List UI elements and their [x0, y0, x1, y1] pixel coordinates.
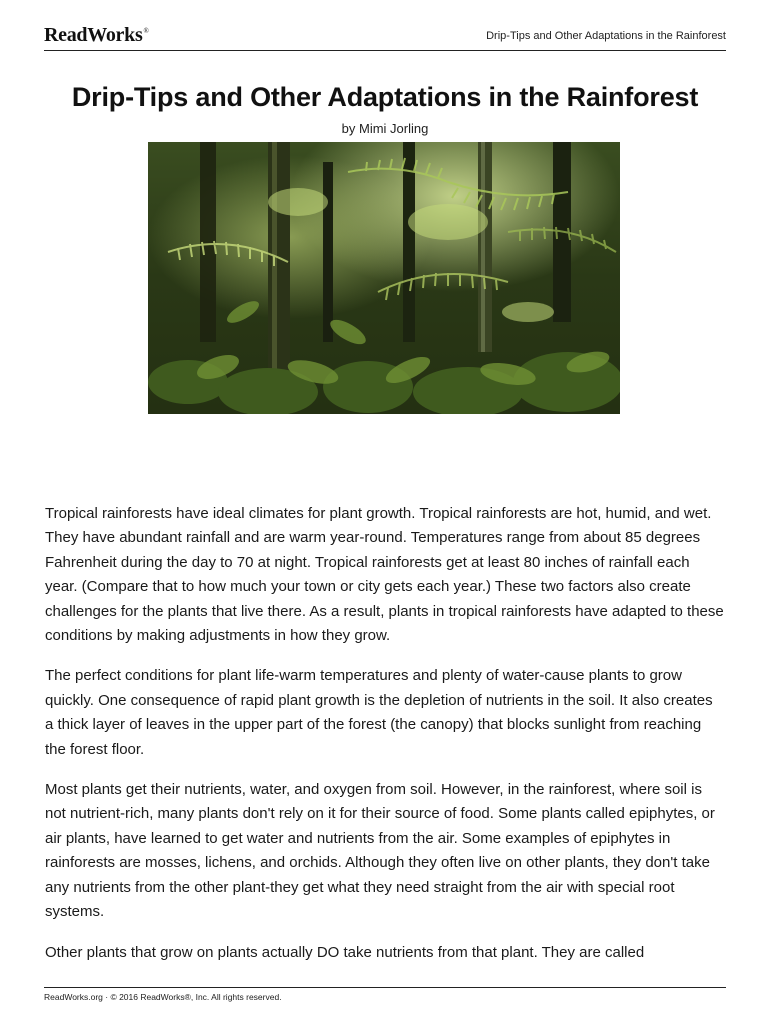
paragraph: The perfect conditions for plant life-warm temperatures and plenty of water-cause plants to grow quickly. One consequence of rapid plant growth is the depletion of nutrients in the soil. It also creates a thick layer of leaves in the upper part of the forest (the canopy) that blocks sunlight from reaching the forest floor.: [45, 667, 713, 758]
article-byline: by Mimi Jorling: [341, 121, 429, 136]
registered-mark: ®: [143, 27, 149, 36]
paragraph: Tropical rainforests have ideal climates for plant growth. Tropical rainforests are hot, humid, and wet. They have abundant rainfall and are warm year-round. Temperatures range from about 85 degrees Fahrenheit during the day to 70 at night. Tropical rainforests get at least 80 inches of rainfall each year. (Compare that to how much your town or city gets each year.) These two factors also create challenges for the plants that live there. As a result, plants in tropical rainforests have adapted to these conditions by making adjustments in how they grow.: [45, 505, 724, 645]
article-body: [45, 502, 725, 981]
logo-text: ReadWorks: [44, 24, 143, 46]
rainforest-photo: [148, 142, 620, 414]
page-footer: ReadWorks.org · © 2016 ReadWorks®, Inc. All rights reserved.: [44, 987, 726, 1002]
article-title: Drip-Tips and Other Adaptations in the Rainforest: [71, 82, 699, 112]
page-header: [44, 22, 726, 51]
paragraph: Most plants get their nutrients, water, and oxygen from soil. However, in the rainforest, where soil is not nutrient-rich, many plants don't rely on it for their source of food. Some plants called epiphytes, or air plants, have learned to get water and nutrients from the air. Some examples of epiphytes in rainforests are mosses, lichens, and orchids. Although they often live on other plants, they don't take any nutrients from the other plant-they get what they need straight from the air with special root systems.: [45, 781, 715, 921]
readworks-logo: [44, 24, 148, 47]
running-title: Drip-Tips and Other Adaptations in the Rainforest: [486, 30, 726, 42]
paragraph: Other plants that grow on plants actually DO take nutrients from that plant. They are called: [45, 943, 645, 961]
